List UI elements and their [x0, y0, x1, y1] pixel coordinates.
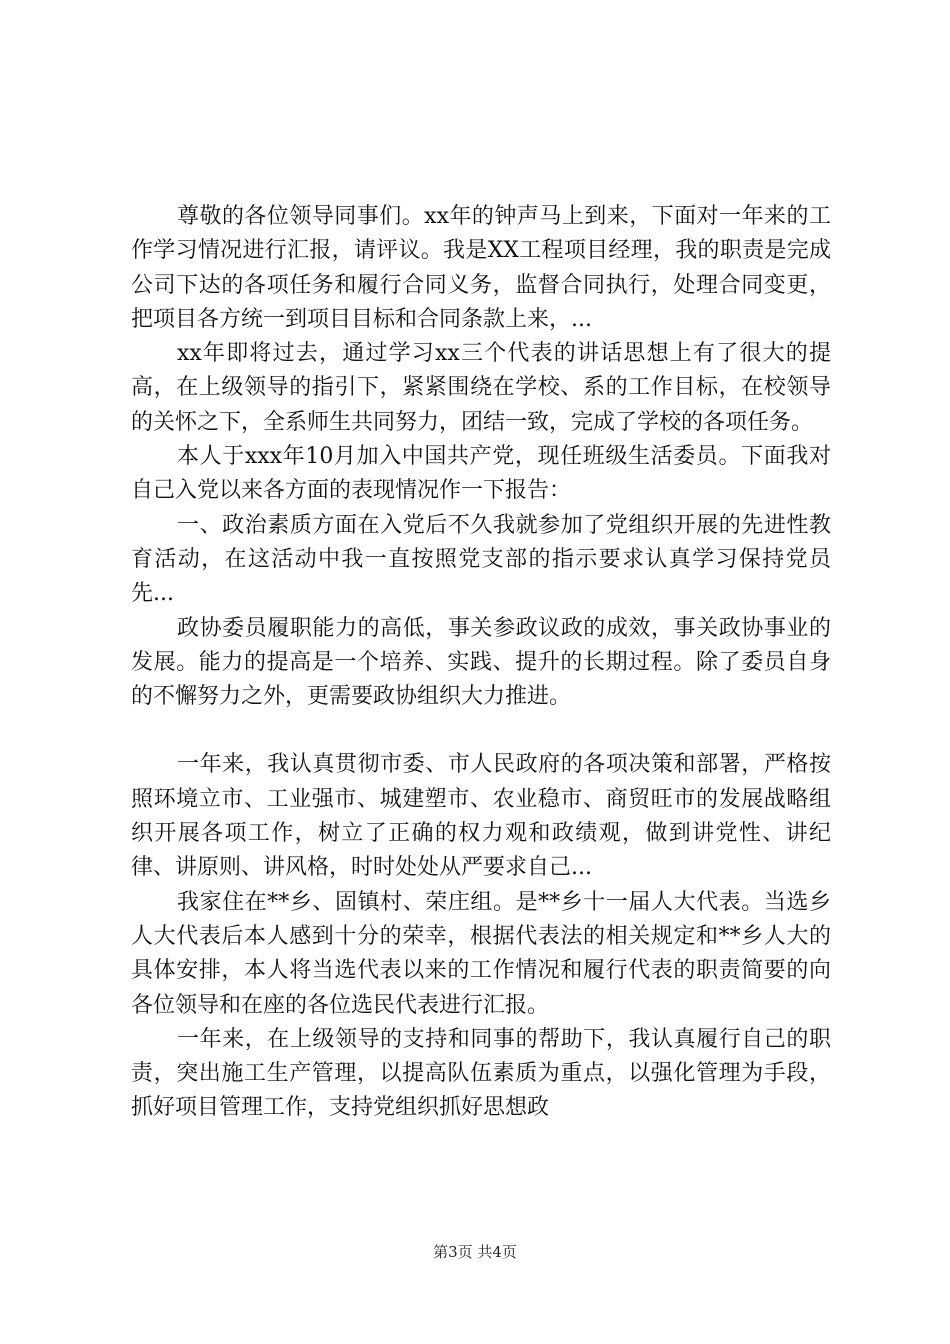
page-footer [0, 1241, 950, 1262]
paragraph-greeting: 尊敬的各位领导同事们。xx年的钟声马上到来，下面对一年来的工作学习情况进行汇报，请评议。我是XX工程项目经理，我的职责是完成公司下达的各项任务和履行合同义务，监督合同执行，处理合同变更，把项目各方统一到项目目标和合同条款上来，... [131, 204, 831, 332]
document-body [131, 200, 831, 1126]
paragraph-project-management: 一年来，在上级领导的支持和同事的帮助下，我认真履行自己的职责，突出施工生产管理，以提高队伍素质为重点，以强化管理为手段，抓好项目管理工作，支持党组织抓好思想政 [131, 1026, 831, 1121]
paragraph-deputy: 我家住在**乡、固镇村、荣庄组。是**乡十一届人大代表。当选乡人大代表后本人感到十分的荣幸，根据代表法的相关规定和**乡人大的具体安排，本人将当选代表以来的工作情况和履行代表的职责简要的向各位领导和在座的各位选民代表进行汇报。 [131, 889, 831, 1018]
paragraph-cppcc: 政协委员履职能力的高低，事关参政议政的成效，事关政协事业的发展。能力的提高是一个培养、实践、提升的长期过程。除了委员自身的不懈努力之外，更需要政协组织大力推进。 [131, 615, 831, 710]
paragraph-party-join: 本人于xxx年10月加入中国共产党，现任班级生活委员。下面我对自己入党以来各方面的表现情况作一下报告： [131, 444, 831, 504]
paragraph-political-quality: 一、政治素质方面在入党后不久我就参加了党组织开展的先进性教育活动，在这活动中我一直按照党支部的指示要求认真学习保持党员先... [131, 512, 831, 607]
page-number: 第3页 共4页 [433, 1243, 517, 1261]
paragraph-city-work: 一年来，我认真贯彻市委、市人民政府的各项决策和部署，严格按照环境立市、工业强市、城建塑市、农业稳市、商贸旺市的发展战略组织开展各项工作，树立了正确的权力观和政绩观，做到讲党性、讲纪律、讲原则、讲风格，时时处处从严要求自己... [131, 752, 831, 881]
paragraph-study: xx年即将过去，通过学习xx三个代表的讲话思想上有了很大的提高，在上级领导的指引下，紧紧围绕在学校、系的工作目标，在校领导的关怀之下，全系师生共同努力，团结一致，完成了学校的各项任务。 [131, 341, 831, 435]
